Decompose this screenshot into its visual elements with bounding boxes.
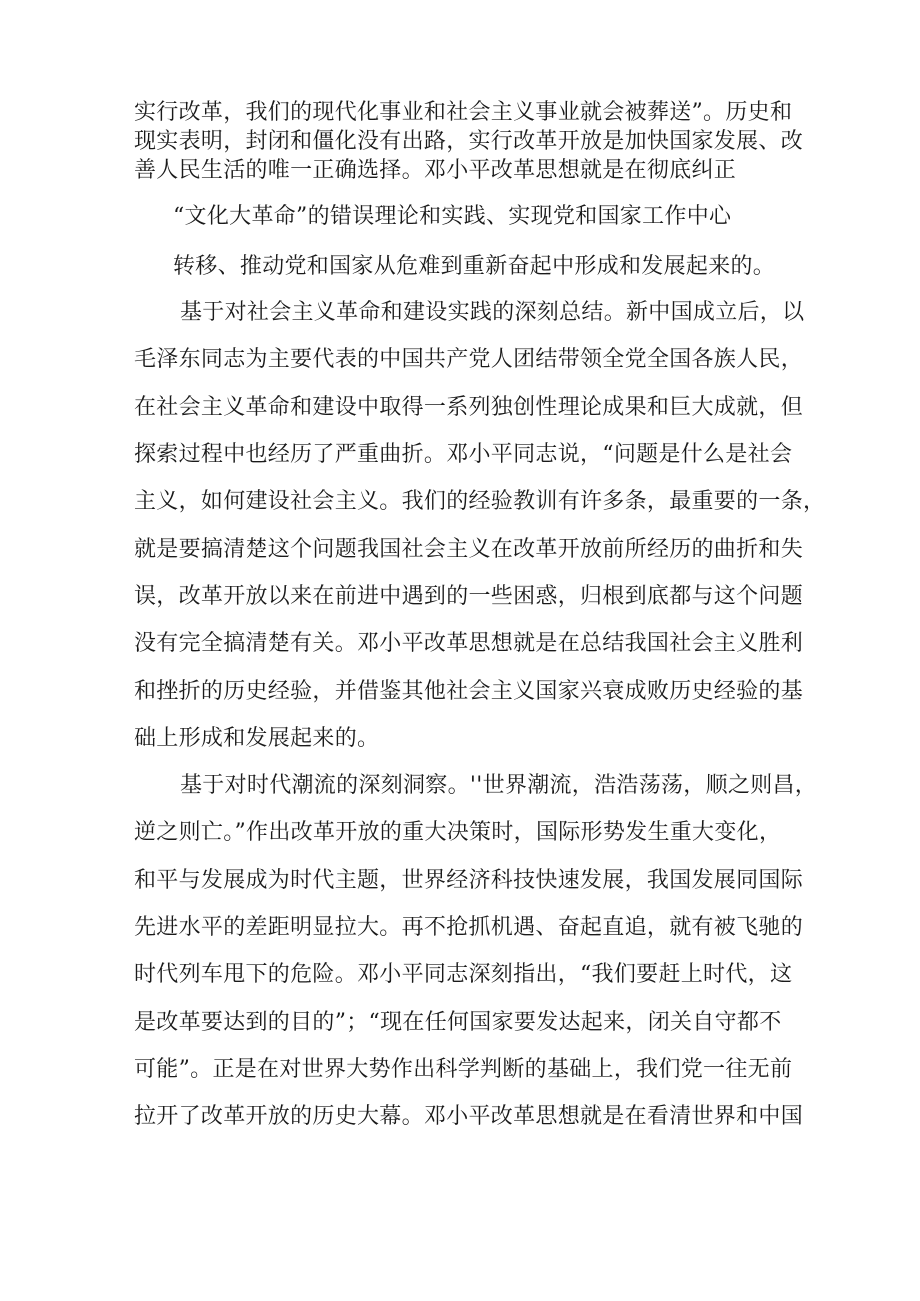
text-line: 现实表明，封闭和僵化没有出路，实行改革开放是加快国家发展、改: [134, 129, 804, 154]
text-line: 逆之则亡。”作出改革开放的重大决策时，国际形势发生重大变化，: [134, 820, 782, 845]
text-line: 主义，如何建设社会主义。我们的经验教训有许多条，最重要的一条，: [134, 489, 826, 514]
text-line: 实行改革，我们的现代化事业和社会主义事业就会被葬送”。历史和: [134, 100, 793, 125]
paragraph-first-line: 基于对社会主义革命和建设实践的深刻总结。新中国成立后，以: [180, 300, 805, 325]
text-line: 善人民生活的唯一正确选择。邓小平改革思想就是在彻底纠正: [134, 158, 737, 183]
text-line: 和平与发展成为时代主题，世界经济科技快速发展，我国发展同国际: [134, 868, 804, 893]
text-line: 在社会主义革命和建设中取得一系列独创性理论成果和巨大成就，但: [134, 395, 804, 420]
text-line: 没有完全搞清楚有关。邓小平改革思想就是在总结我国社会主义胜利: [134, 631, 804, 656]
text-line: 和挫折的历史经验，并借鉴其他社会主义国家兴衰成败历史经验的基: [134, 679, 804, 704]
text-line: 探索过程中也经历了严重曲折。邓小平同志说，“问题是什么是社会: [134, 442, 793, 467]
text-line: 是改革要达到的目的”；“现在任何国家要发达起来，闭关自守都不: [134, 1010, 782, 1035]
text-line: 毛泽东同志为主要代表的中国共产党人团结带领全党全国各族人民，: [134, 347, 804, 372]
text-line: 转移、推动党和国家从危难到重新奋起中形成和发展起来的。: [173, 254, 776, 279]
text-line: 可能”。正是在对世界大势作出科学判断的基础上，我们党一往无前: [134, 1057, 793, 1082]
text-line: “文化大革命”的错误理论和实践、实现党和国家工作中心: [173, 204, 732, 229]
paragraph-first-line: 基于对时代潮流的深刻洞察。''世界潮流，浩浩荡荡，顺之则昌，: [180, 773, 818, 798]
text-line: 拉开了改革开放的历史大幕。邓小平改革思想就是在看清世界和中国: [134, 1104, 804, 1129]
text-line: 就是要搞清楚这个问题我国社会主义在改革开放前所经历的曲折和失: [134, 537, 804, 562]
text-line: 础上形成和发展起来的。: [134, 726, 380, 751]
text-line: 先进水平的差距明显拉大。再不抢抓机遇、奋起直追，就有被飞驰的: [134, 915, 804, 940]
text-line: 误，改革开放以来在前进中遇到的一些困惑，归根到底都与这个问题: [134, 584, 804, 609]
text-line: 时代列车甩下的危险。邓小平同志深刻指出，“我们要赶上时代，这: [134, 962, 793, 987]
